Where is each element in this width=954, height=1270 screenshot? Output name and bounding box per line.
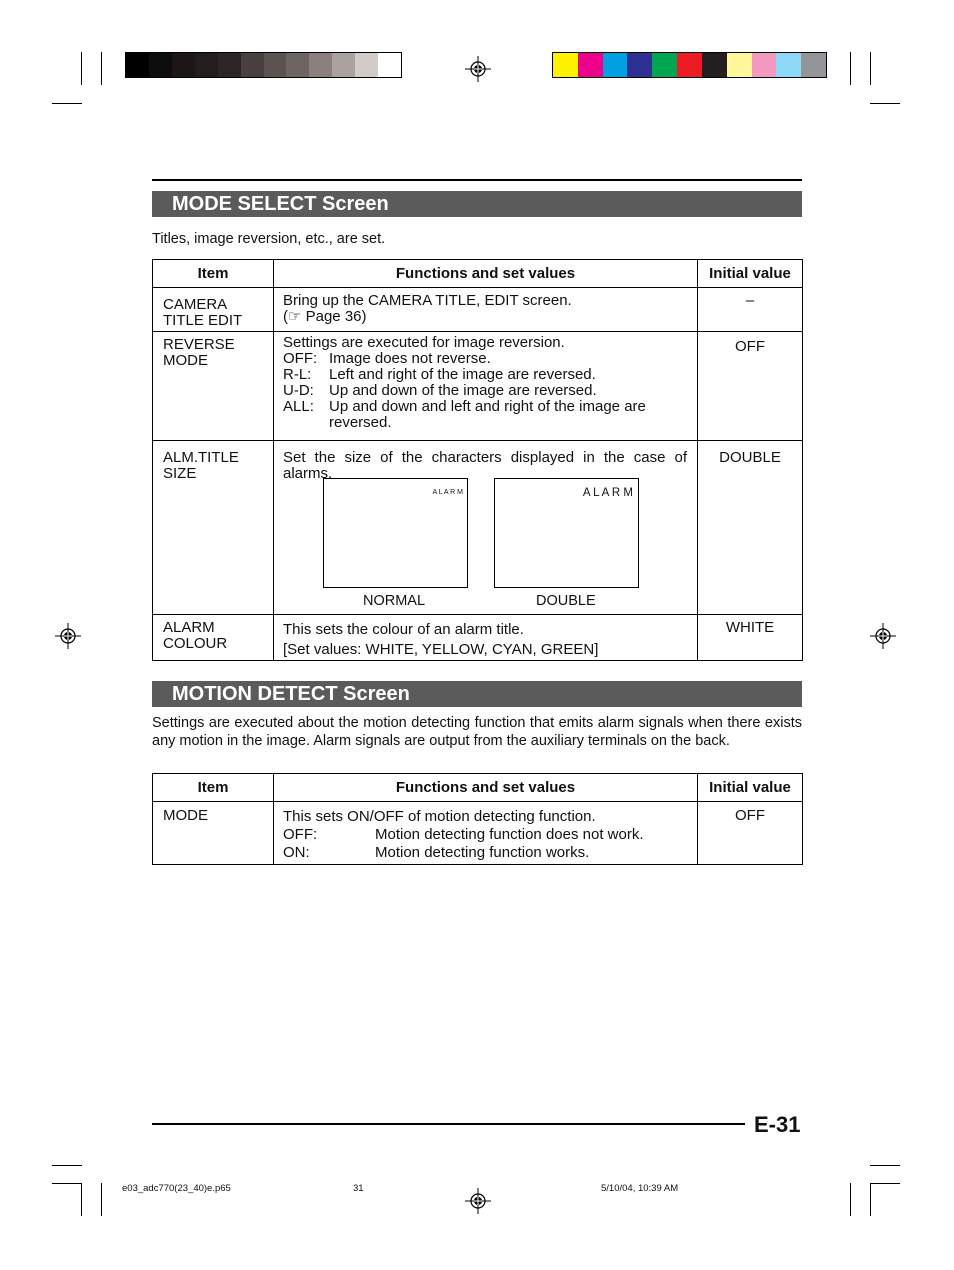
normal-size-preview [323,478,468,588]
color-swatch [727,53,752,77]
initial-value: DOUBLE [698,441,803,615]
crop-mark [870,103,900,104]
option-desc: Motion detecting function works. [375,844,590,861]
color-swatch [355,53,378,77]
alarm-title-double: A L A R M [582,487,633,499]
item-label: COLOUR [163,635,228,652]
page-ref-icon: ☞ [288,308,302,325]
double-size-preview [494,478,639,588]
option-key: OFF: [283,350,318,367]
color-swatch [652,53,677,77]
footer-page: 31 [353,1183,364,1194]
option-desc: Left and right of the image are reversed. [329,366,596,383]
item-label: REVERSE [163,336,235,353]
header-initial: Initial value [698,260,803,288]
initial-value: – [698,288,803,332]
motion-detect-table [152,773,803,865]
color-swatch [172,53,195,77]
crop-mark [870,52,871,85]
registration-mark-icon [465,56,491,82]
double-label: DOUBLE [536,593,596,609]
color-swatch [603,53,628,77]
color-swatch [218,53,241,77]
table-row [153,441,803,615]
page-number: E-31 [754,1112,801,1137]
function-text: [Set values: WHITE, YELLOW, CYAN, GREEN] [283,641,599,658]
color-swatch [126,53,149,77]
option-desc: Image does not reverse. [329,350,491,367]
option-key: U-D: [283,382,314,399]
crop-mark [52,103,82,104]
color-swatch [309,53,332,77]
footer-filename: e03_adc770(23_40)e.p65 [122,1183,231,1194]
mode-select-table [152,259,803,661]
color-swatch [776,53,801,77]
crop-mark [850,1183,851,1216]
color-swatch [578,53,603,77]
color-swatch [801,53,826,77]
initial-value: WHITE [698,615,803,661]
crop-mark [81,1183,82,1216]
option-desc: reversed. [329,414,392,431]
crop-mark [870,1183,871,1216]
color-swatch [627,53,652,77]
registration-mark-icon [465,1188,491,1214]
normal-label: NORMAL [363,593,426,609]
crop-mark [870,1183,900,1184]
color-calibration-bar [552,52,827,78]
color-swatch [332,53,355,77]
crop-mark [870,1165,900,1166]
footer-rule [152,1123,745,1125]
color-swatch [752,53,777,77]
option-key: R-L: [283,366,312,383]
section-rule [152,179,802,181]
header-item: Item [153,260,274,288]
initial-value: OFF [698,332,803,441]
header-initial: Initial value [698,774,803,802]
crop-mark [52,1165,82,1166]
table-row [153,332,803,441]
table-row [153,802,803,865]
section-title-mode-select: MODE SELECT Screen [152,191,802,217]
color-swatch [149,53,172,77]
item-label: MODE [163,352,208,369]
initial-value: OFF [698,802,803,865]
function-text: Settings are executed for image reversion. [283,334,565,351]
color-swatch [553,53,578,77]
crop-mark [81,52,82,85]
grayscale-calibration-bar [125,52,402,78]
color-swatch [195,53,218,77]
crop-mark [850,52,851,85]
function-text: Set the size of the characters displayed in the case of alarms. [283,449,687,482]
function-text: Bring up the CAMERA TITLE, EDIT screen. [283,292,572,309]
crop-mark [52,1183,82,1184]
alarm-title-normal: A L A R M [432,489,463,496]
color-swatch [702,53,727,77]
color-swatch [677,53,702,77]
item-label: ALM.TITLE [163,449,239,466]
option-key: ON: [283,844,310,861]
item-label: ALARM [163,619,215,636]
table-row [153,288,803,332]
function-text: This sets the colour of an alarm title. [283,621,524,638]
table-row [153,615,803,661]
crop-mark [101,1183,102,1216]
option-desc: Up and down of the image are reversed. [329,382,597,399]
color-swatch [241,53,264,77]
option-desc: Motion detecting function does not work. [375,826,644,843]
option-desc: Up and down and left and right of the image are [329,398,646,415]
footer-date: 5/10/04, 10:39 AM [601,1183,679,1194]
registration-mark-icon [870,623,896,649]
page-reference: Page 36) [301,308,367,325]
color-swatch [286,53,309,77]
paren: ( [283,308,288,325]
item-label: TITLE EDIT [163,312,243,329]
color-swatch [378,53,401,77]
section-intro: Titles, image reversion, etc., are set. [152,231,386,247]
item-label: CAMERA [163,296,228,313]
color-swatch [264,53,287,77]
option-key: ALL: [283,398,314,415]
header-functions: Functions and set values [274,774,698,802]
crop-mark [101,52,102,85]
item-label: SIZE [163,465,197,482]
header-functions: Functions and set values [274,260,698,288]
function-text: This sets ON/OFF of motion detecting function. [283,808,596,825]
item-label: MODE [153,802,274,865]
section-intro: Settings are executed about the motion detecting function that emits alarm signals when there exists any motion in the image. Alarm signals are output from the auxiliary terminals on the back. [152,715,802,749]
header-item: Item [153,774,274,802]
section-title-motion-detect: MOTION DETECT Screen [152,681,802,707]
option-key: OFF: [283,826,318,843]
registration-mark-icon [55,623,81,649]
